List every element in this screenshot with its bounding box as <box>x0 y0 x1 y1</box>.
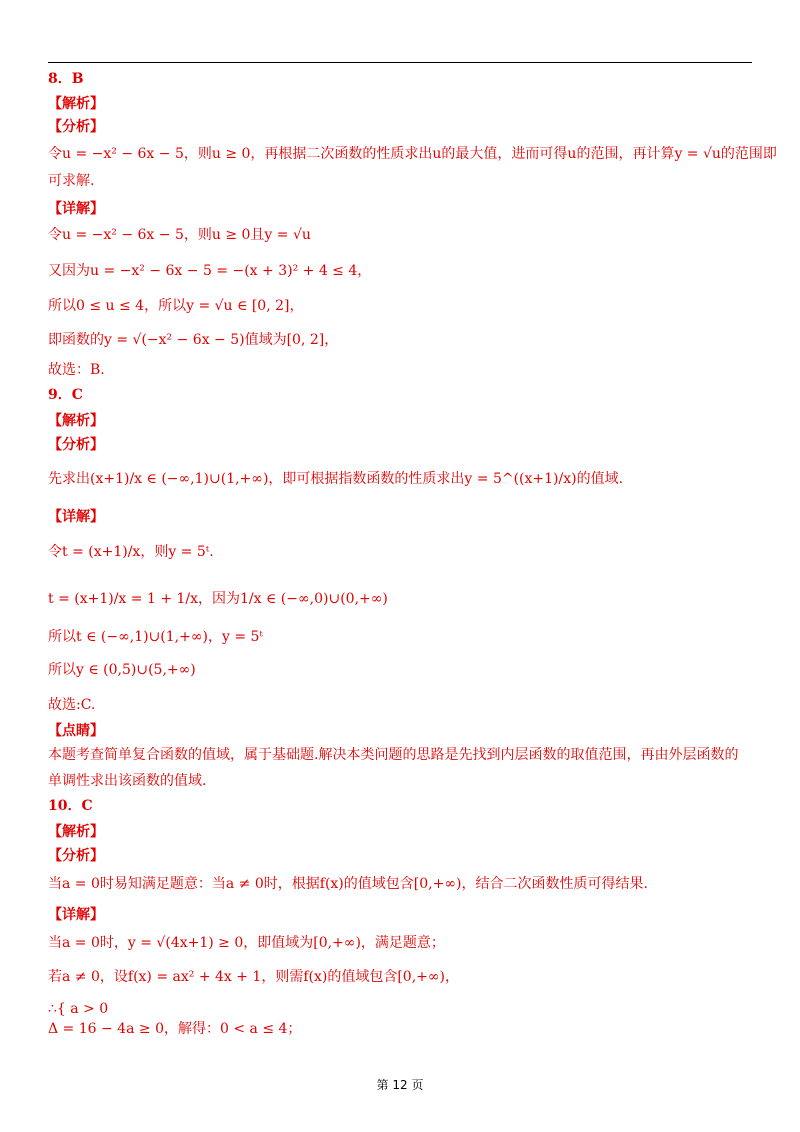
text-line: 【点睛】 <box>48 723 104 739</box>
text-line: 先求出(x+1)/x ∈ (−∞,1)∪(1,+∞)，即可根据指数函数的性质求出y = 5^((x+1)/x)的值域. <box>48 471 624 487</box>
text-line: 即函数的y = √(−x² − 6x − 5)值域为[0, 2]， <box>48 332 339 348</box>
header-rule <box>48 62 752 63</box>
page-footer: 第 12 页 <box>376 1078 424 1092</box>
text-line: Δ = 16 − 4a ≥ 0，解得：0 < a ≤ 4； <box>48 1021 302 1037</box>
text-line: 令u = −x² − 6x − 5，则u ≥ 0且y = √u <box>48 227 311 243</box>
text-line: 本题考查简单复合函数的值域，属于基础题.解决本类问题的思路是先找到内层函数的取值范围，再由外层函数的 <box>48 747 739 763</box>
text-line: 8．B <box>48 71 84 87</box>
text-line: 故选:C. <box>48 697 96 713</box>
text-line: 所以y ∈ (0,5)∪(5,+∞) <box>48 662 196 678</box>
text-line: 令u = −x² − 6x − 5，则u ≥ 0，再根据二次函数的性质求出u的最大值，进而可得u的范围，再计算y = √u的范围即 <box>48 146 777 162</box>
text-line: ∴{ a > 0 <box>48 1001 109 1017</box>
text-line: 9．C <box>48 387 83 403</box>
text-line: 当a = 0时易知满足题意：当a ≠ 0时，根据f(x)的值域包含[0,+∞)，结合二次函数性质可得结果. <box>48 876 648 892</box>
text-line: 所以0 ≤ u ≤ 4，所以y = √u ∈ [0, 2]， <box>48 298 304 314</box>
text-line: 【详解】 <box>48 907 104 923</box>
text-line: 故选：B. <box>48 362 105 378</box>
text-line: 【分析】 <box>48 437 104 453</box>
text-line: 若a ≠ 0，设f(x) = ax² + 4x + 1，则需f(x)的值域包含[0,+∞)， <box>48 969 460 985</box>
text-line: t = (x+1)/x = 1 + 1/x，因为1/x ∈ (−∞,0)∪(0,+∞) <box>48 591 388 607</box>
text-line: 当a = 0时，y = √(4x+1) ≥ 0，即值域为[0,+∞)，满足题意； <box>48 935 445 951</box>
text-line: 【详解】 <box>48 509 104 525</box>
text-line: 【分析】 <box>48 119 104 135</box>
text-line: 可求解. <box>48 173 95 189</box>
text-line: 又因为u = −x² − 6x − 5 = −(x + 3)² + 4 ≤ 4， <box>48 263 372 279</box>
text-line: 所以t ∈ (−∞,1)∪(1,+∞)，y = 5ᵗ <box>48 629 263 645</box>
text-line: 令t = (x+1)/x，则y = 5ᵗ. <box>48 544 214 560</box>
text-line: 10．C <box>48 798 93 814</box>
text-line: 单调性求出该函数的值域. <box>48 773 207 789</box>
text-line: 【分析】 <box>48 848 104 864</box>
text-line: 【解析】 <box>48 413 104 429</box>
text-line: 【详解】 <box>48 201 104 217</box>
text-line: 【解析】 <box>48 96 104 112</box>
text-line: 【解析】 <box>48 824 104 840</box>
